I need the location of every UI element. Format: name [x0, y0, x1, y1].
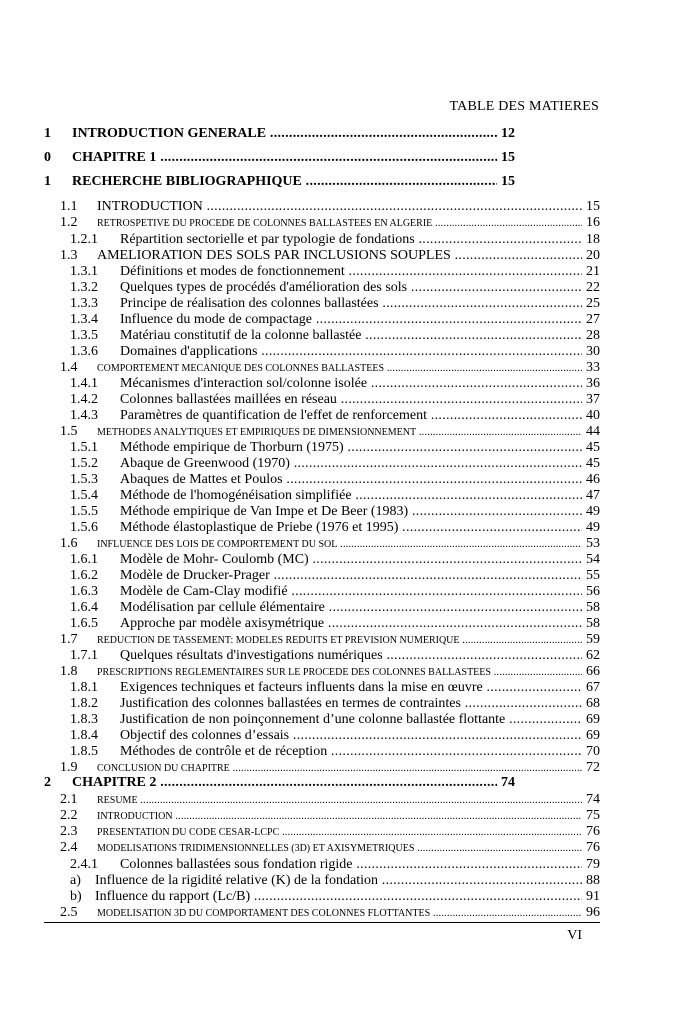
toc-entry-title: Matériau constitutif de la colonne ballastée ..... [120, 328, 582, 344]
toc-entry-title: INTRODUCTION ..... [97, 811, 582, 822]
toc-entry-number: 1.5.1 [70, 440, 98, 455]
toc-entry-page: 36 [586, 376, 600, 391]
toc-entry-number: 1.6 [60, 536, 78, 551]
toc-entry-number: 1.5.2 [70, 456, 98, 471]
toc-entry-number: 1.6.5 [70, 616, 98, 631]
toc-entry-title: Modèle de Drucker-Prager ..... [120, 568, 582, 584]
toc-entry-title: Quelques résultats d'investigations numériques ..... [120, 648, 582, 664]
toc-entry-title: INFLUENCE DES LOIS DE COMPORTEMENT DU SOL ..... [97, 539, 582, 550]
toc-entry-number: 1.5 [60, 424, 78, 439]
toc-entry-title: Abaques de Mattes et Poulos ..... [120, 472, 582, 488]
toc-entry-number: 1.4.2 [70, 392, 98, 407]
toc-entry-title: Quelques types de procédés d'amélioration des sols ..... [120, 280, 582, 296]
toc-entry-number: 1.8.5 [70, 744, 98, 759]
toc-entry-title: Mécanismes d'interaction sol/colonne isolée ..... [120, 376, 582, 392]
toc-entry-page: 45 [586, 456, 600, 471]
toc-entry-title: Influence du rapport (Lc/B) ..... [95, 889, 582, 905]
toc-entry-page: 15 [501, 150, 515, 165]
toc-entry-page: 67 [586, 680, 600, 695]
toc-entry-title: METHODES ANALYTIQUES ET EMPIRIQUES DE DIMENSIONNEMENT ..... [97, 427, 582, 438]
toc-entry-title: INTRODUCTION GENERALE ..... [72, 126, 497, 142]
toc-entry-title: Modélisation par cellule élémentaire ..... [120, 600, 582, 616]
toc-entry-number: 1.8.2 [70, 696, 98, 711]
toc-entry-number: 1.3.1 [70, 264, 98, 279]
toc-entry-page: 25 [586, 296, 600, 311]
toc-entry-page: 46 [586, 472, 600, 487]
toc-entry-number: 1.2 [60, 215, 78, 230]
toc-entry-title: Modèle de Mohr- Coulomb (MC) ..... [120, 552, 582, 568]
toc-entry-title: CHAPITRE 2 ..... [72, 775, 497, 791]
toc-entry-page: 56 [586, 584, 600, 599]
toc-entry-title: MODELISATION 3D DU COMPORTAMENT DES COLONNES FLOTTANTES ..... [97, 908, 582, 919]
toc-entry-page: 27 [586, 312, 600, 327]
toc-entry-page: 37 [586, 392, 600, 407]
toc-entry-page: 74 [501, 775, 515, 790]
toc-entry-page: 21 [586, 264, 600, 279]
toc-entry-page: 62 [586, 648, 600, 663]
toc-entry-page: 49 [586, 520, 600, 535]
toc-entry-page: 91 [586, 889, 600, 904]
toc-entry-number: 1.3.4 [70, 312, 98, 327]
toc-entry-title: Répartition sectorielle et par typologie de fondations ..... [120, 232, 582, 248]
toc-entry-page: 20 [586, 248, 600, 263]
toc-entry-number: 1.1 [60, 199, 78, 214]
toc-entry-title: Justification de non poinçonnement d’une colonne ballastée flottante ..... [120, 712, 582, 728]
toc-entry-page: 40 [586, 408, 600, 423]
toc-entry-page: 59 [586, 632, 600, 647]
toc-entry-title: Paramètres de quantification de l'effet de renforcement ..... [120, 408, 582, 424]
toc-entry-number: 1.7 [60, 632, 78, 647]
toc-entry-page: 18 [586, 232, 600, 247]
toc-entry-title: CONCLUSION DU CHAPITRE ..... [97, 763, 582, 774]
toc-entry-title: Justification des colonnes ballastées en termes de contraintes ..... [120, 696, 582, 712]
toc-entry-number: 1.3.5 [70, 328, 98, 343]
toc-entry-title: Méthode empirique de Van Impe et De Beer (1983) ..... [120, 504, 582, 520]
toc-entry-number: 1.3.6 [70, 344, 98, 359]
toc-entry-page: 53 [586, 536, 600, 551]
toc-entry[interactable] [0, 126, 700, 146]
page-number: VI [567, 928, 582, 943]
toc-entry-page: 58 [586, 616, 600, 631]
toc-entry-number: 1.4 [60, 360, 78, 375]
toc-entry-page: 54 [586, 552, 600, 567]
toc-entry-title: Objectif des colonnes d’essais ..... [120, 728, 582, 744]
toc-entry-page: 30 [586, 344, 600, 359]
toc-entry-title: INTRODUCTION ..... [97, 199, 582, 215]
toc-entry-page: 15 [586, 199, 600, 214]
toc-entry-page: 33 [586, 360, 600, 375]
toc-entry-page: 68 [586, 696, 600, 711]
toc-entry-title: RECHERCHE BIBLIOGRAPHIQUE ..... [72, 174, 497, 190]
toc-entry-number: 1.5.6 [70, 520, 98, 535]
toc-title: TABLE DES MATIERES [449, 99, 599, 114]
toc-entry-title: Approche par modèle axisymétrique ..... [120, 616, 582, 632]
toc-entry-page: 72 [586, 760, 600, 775]
toc-entry-title: PRESENTATION DU CODE CESAR-LCPC ..... [97, 827, 582, 838]
toc-entry-number: 1.5.5 [70, 504, 98, 519]
toc-entry-page: 69 [586, 728, 600, 743]
toc-entry-number: 1.6.1 [70, 552, 98, 567]
toc-entry[interactable] [0, 174, 700, 194]
footer-rule [44, 922, 600, 923]
toc-entry-title: Principe de réalisation des colonnes ballastées ..... [120, 296, 582, 312]
toc-entry-page: 75 [586, 808, 600, 823]
toc-entry-page: 16 [586, 215, 600, 230]
toc-entry-number: 1.8.4 [70, 728, 98, 743]
toc-entry-number: 2.2 [60, 808, 78, 823]
toc-entry-number: 1.2.1 [70, 232, 98, 247]
toc-entry-number: 1.5.3 [70, 472, 98, 487]
toc-entry-title: REDUCTION DE TASSEMENT: MODELES REDUITS ET PREVISION NUMERIQUE ..... [97, 635, 582, 646]
toc-entry-page: 96 [586, 905, 600, 920]
toc-entry-number: 2.1 [60, 792, 78, 807]
toc-entry-title: Influence du mode de compactage ..... [120, 312, 582, 328]
toc-entry-title: Domaines d'applications ..... [120, 344, 582, 360]
toc-entry-page: 44 [586, 424, 600, 439]
toc-entry-page: 70 [586, 744, 600, 759]
toc-entry-page: 12 [501, 126, 515, 141]
toc-entry-title: CHAPITRE 1 ..... [72, 150, 497, 166]
toc-entry-title: COMPORTEMENT MECANIQUE DES COLONNES BALLASTEES ..... [97, 363, 582, 374]
toc-entry-number: 1.4.3 [70, 408, 98, 423]
toc-entry-title: Influence de la rigidité relative (K) de la fondation ..... [95, 873, 582, 889]
toc-entry-page: 58 [586, 600, 600, 615]
toc-entry-number: 2 [44, 775, 51, 790]
toc-entry-number: 2.4.1 [70, 857, 98, 872]
toc-entry-title: RETROSPETIVE DU PROCEDE DE COLONNES BALLASTEES EN ALGERIE ..... [97, 218, 582, 229]
toc-entry-page: 69 [586, 712, 600, 727]
toc-entry-number: 1.8.3 [70, 712, 98, 727]
toc-entry-page: 15 [501, 174, 515, 189]
toc-entry-title: Méthode de l'homogénéisation simplifiée ..... [120, 488, 582, 504]
toc-entry-number: 1.6.2 [70, 568, 98, 583]
toc-entry-page: 66 [586, 664, 600, 679]
toc-entry-title: Abaque de Greenwood (1970) ..... [120, 456, 582, 472]
toc-entry-number: 2.3 [60, 824, 78, 839]
toc-entry-number: 1.8.1 [70, 680, 98, 695]
toc-entry-number: 1.9 [60, 760, 78, 775]
toc-entry-number: 2.4 [60, 840, 78, 855]
toc-entry-number: 1.8 [60, 664, 78, 679]
toc-entry-title: Modèle de Cam-Clay modifié ..... [120, 584, 582, 600]
toc-entry-page: 88 [586, 873, 600, 888]
toc-entry-title: Méthode empirique de Thorburn (1975) ..... [120, 440, 582, 456]
toc-entry-title: Exigences techniques et facteurs influents dans la mise en œuvre ..... [120, 680, 582, 696]
toc-entry-number: 1.5.4 [70, 488, 98, 503]
toc-entry-number: 1.3.3 [70, 296, 98, 311]
toc-entry-page: 55 [586, 568, 600, 583]
toc-entry-number: 1.6.4 [70, 600, 98, 615]
toc-entry-title: PRESCRIPTIONS REGLEMENTAIRES SUR LE PROCEDE DES COLONNES BALLASTEES ..... [97, 667, 582, 678]
toc-entry-title: Définitions et modes de fonctionnement ..... [120, 264, 582, 280]
toc-entry-number: 1.3 [60, 248, 78, 263]
toc-entry-title: Méthodes de contrôle et de réception ..... [120, 744, 582, 760]
toc-entry-page: 74 [586, 792, 600, 807]
toc-entry[interactable] [0, 150, 700, 170]
toc-entry-page: 79 [586, 857, 600, 872]
toc-entry-page: 22 [586, 280, 600, 295]
toc-entry-number: 1.3.2 [70, 280, 98, 295]
toc-entry-number: b) [70, 889, 82, 904]
toc-entry-title: Colonnes ballastées sous fondation rigide ..... [120, 857, 582, 873]
toc-entry-number: 1.7.1 [70, 648, 98, 663]
toc-entry-page: 28 [586, 328, 600, 343]
toc-entry-title: Méthode élastoplastique de Priebe (1976 et 1995) ..... [120, 520, 582, 536]
toc-entry-page: 47 [586, 488, 600, 503]
toc-entry-number: 1 [44, 126, 51, 141]
toc-entry-number: 0 [44, 150, 51, 165]
toc-entry-number: 1.4.1 [70, 376, 98, 391]
toc-entry-page: 76 [586, 824, 600, 839]
toc-entry-page: 49 [586, 504, 600, 519]
toc-entry-number: 1.6.3 [70, 584, 98, 599]
toc-entry-page: 45 [586, 440, 600, 455]
toc-entry-title: AMELIORATION DES SOLS PAR INCLUSIONS SOUPLES ..... [97, 248, 582, 264]
toc-entry-number: 2.5 [60, 905, 78, 920]
toc-entry-page: 76 [586, 840, 600, 855]
toc-entry-number: a) [70, 873, 81, 888]
toc-entry-title: RESUME ..... [97, 795, 582, 806]
toc-entry-title: Colonnes ballastées maillées en réseau ..... [120, 392, 582, 408]
toc-entry-title: MODELISATIONS TRIDIMENSIONNELLES (3D) ET AXISYMETRIQUES ..... [97, 843, 582, 854]
toc-entry-number: 1 [44, 174, 51, 189]
